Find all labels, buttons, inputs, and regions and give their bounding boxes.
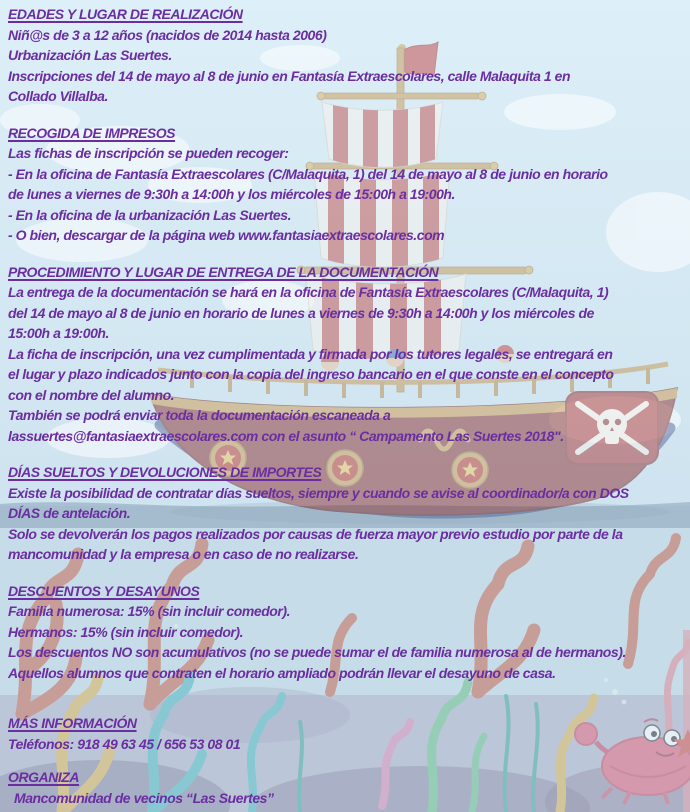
- text-line: - En la oficina de Fantasía Extraescolares (C/Malaquita, 1) del 14 de mayo al 8 de junio en horario: [8, 165, 608, 182]
- text-line: mancomunidad y la empresa o en caso de no realizarse.: [8, 546, 359, 562]
- text-line: DÍAS de antelación.: [8, 505, 131, 521]
- text-line: Aquellos alumnos que contraten el horario ampliado podrán llevar el desayuno de casa.: [8, 664, 556, 681]
- section-descuentos: [8, 581, 688, 684]
- text-line: 15:00h a 19:00h.: [8, 325, 109, 341]
- section-recogida: [8, 123, 688, 246]
- section-heading: EDADES Y LUGAR DE REALIZACIÓN: [8, 6, 243, 22]
- section-procedimiento: [8, 262, 688, 447]
- text-line: de lunes a viernes de 9:30h a 14:00h y los miércoles de 15:00h a 19:00h.: [8, 186, 455, 202]
- section-dias-sueltos: [8, 462, 688, 565]
- section-heading: MÁS INFORMACIÓN: [8, 715, 137, 731]
- text-line: Mancomunidad de vecinos “Las Suertes”: [14, 789, 274, 806]
- text-line: con el nombre del alumno.: [8, 386, 175, 403]
- text-line: Los descuentos NO son acumulativos (no se puede sumar el de familia numerosa al de hermanos).: [8, 644, 626, 660]
- text-line: Collado Villalba.: [8, 88, 108, 104]
- text-line: Niñ@s de 3 a 12 años (nacidos de 2014 hasta 2006): [8, 26, 327, 43]
- section-edades: [8, 4, 688, 107]
- text-line: Familia numerosa: 15% (sin incluir comedor).: [8, 603, 291, 619]
- text-line: Solo se devolverán los pagos realizados por causas de fuerza mayor previo estudio por parte de la: [8, 525, 623, 542]
- text-line: del 14 de mayo al 8 de junio en horario de lunes a viernes de 9:30h a 14:00h y los miércoles de: [8, 304, 594, 321]
- section-heading: RECOGIDA DE IMPRESOS: [8, 124, 176, 141]
- text-line: Inscripciones del 14 de mayo al 8 de junio en Fantasía Extraescolares, calle Malaquita 1 en: [8, 67, 571, 84]
- section-organiza: [8, 767, 688, 808]
- text-line: - O bien, descargar de la página web www.fantasiaextraescolares.com: [8, 227, 445, 243]
- text-line: el lugar y plazo indicados junto con la copia del ingreso bancario en el que conste en el concepto: [8, 366, 614, 382]
- section-heading: DÍAS SUELTOS Y DEVOLUCIONES DE IMPORTES: [8, 464, 322, 480]
- text-line: Las fichas de inscripción se pueden recoger:: [8, 145, 289, 161]
- text-line: La ficha de inscripción, una vez cumplimentada y firmada por los tutores legales, se entregará en: [8, 345, 613, 362]
- text-line: También se podrá enviar toda la documentación escaneada a: [8, 407, 391, 423]
- text-line: Urbanización Las Suertes.: [8, 47, 172, 63]
- section-heading: PROCEDIMIENTO Y LUGAR DE ENTREGA DE LA DOCUMENTACIÓN: [8, 263, 439, 280]
- text-line: La entrega de la documentación se hará en la oficina de Fantasía Extraescolares (C/Malaquita, 1): [8, 284, 609, 300]
- text-line: Teléfonos: 918 49 63 45 / 656 53 08 01: [8, 735, 241, 752]
- section-heading: DESCUENTOS Y DESAYUNOS: [8, 582, 200, 599]
- text-line: Hermanos: 15% (sin incluir comedor).: [8, 623, 244, 640]
- text-line: Existe la posibilidad de contratar días sueltos, siempre y cuando se avise al coordinador/a con DOS: [8, 484, 629, 501]
- section-heading: ORGANIZA: [8, 769, 80, 785]
- section-mas-informacion: [8, 713, 688, 754]
- text-line: - En la oficina de la urbanización Las Suertes.: [8, 206, 292, 223]
- text-line: lassuertes@fantasiaextraescolares.com con el asunto “ Campamento Las Suertes 2018".: [8, 427, 564, 444]
